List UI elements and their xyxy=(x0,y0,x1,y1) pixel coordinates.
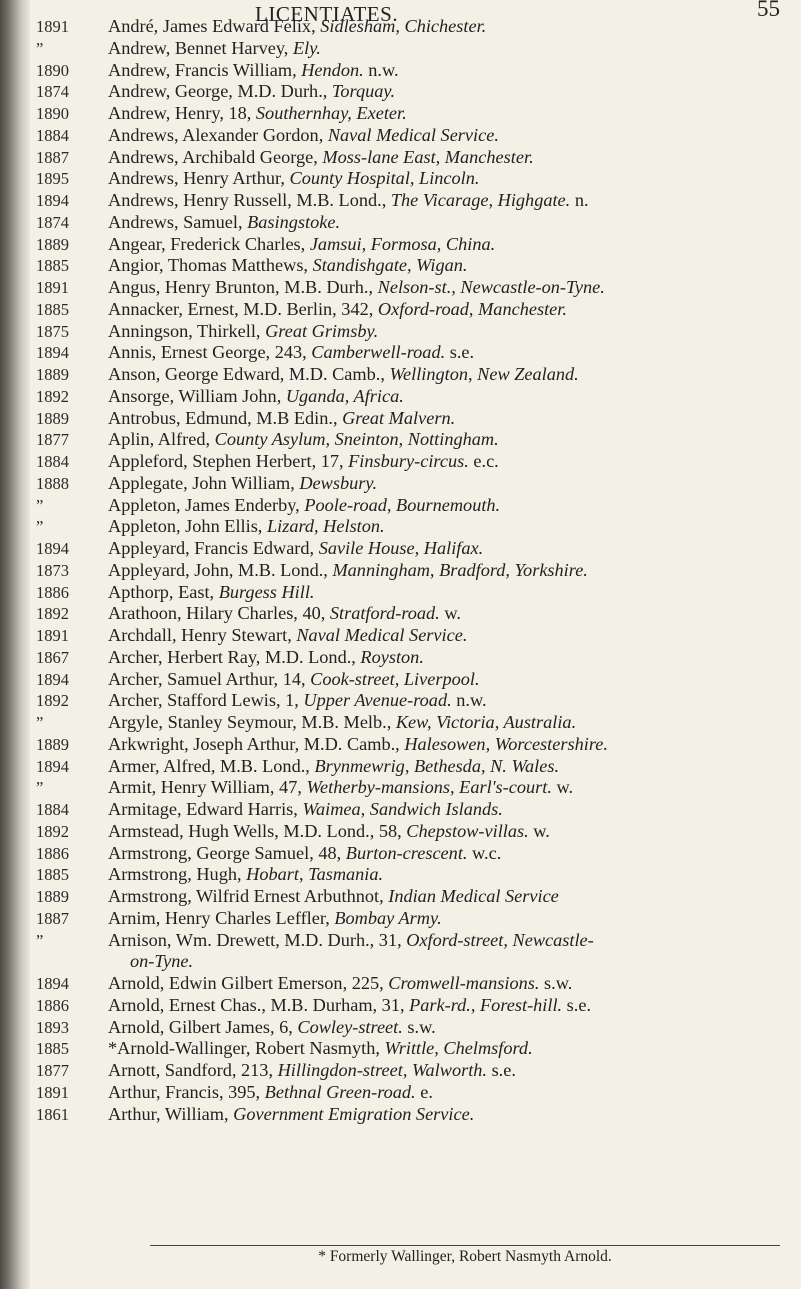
registration-year: 1867 xyxy=(36,647,69,667)
entry-name: Arkwright, Joseph Arthur, M.D. Camb., xyxy=(108,733,405,754)
registration-year: 1885 xyxy=(36,256,69,276)
licentiate-entry xyxy=(108,60,788,82)
entry-address: Nelson-st., Newcastle-on-Tyne. xyxy=(377,277,605,297)
licentiate-entry xyxy=(108,16,788,38)
licentiate-entry xyxy=(108,560,788,582)
licentiate-entry xyxy=(108,951,788,973)
entry-address: Bombay Army. xyxy=(334,907,442,928)
entry-address: Cromwell-mansions. xyxy=(388,973,540,993)
entry-district: w. xyxy=(528,820,550,841)
entry-name: Anningson, Thirkell, xyxy=(108,320,266,341)
licentiate-entry xyxy=(108,473,788,495)
entry-name: Andrews, Samuel, xyxy=(108,211,248,232)
entry-name: Andrew, Francis William, xyxy=(108,59,302,80)
registration-year: ” xyxy=(36,517,44,537)
licentiate-list xyxy=(108,16,788,1125)
entry-name: Armstead, Hugh Wells, M.D. Lond., 58, xyxy=(108,820,407,841)
entry-name: Arnold, Edwin Gilbert Emerson, 225, xyxy=(108,973,389,993)
registration-year: 1861 xyxy=(36,1104,69,1124)
registration-year: 1887 xyxy=(36,908,69,928)
entry-name: Armer, Alfred, M.B. Lond., xyxy=(108,755,315,776)
entry-name: Annis, Ernest George, 243, xyxy=(108,342,312,363)
registration-year: 1892 xyxy=(36,386,69,406)
licentiate-entry xyxy=(108,799,788,821)
entry-name: Andrews, Henry Arthur, xyxy=(108,168,290,189)
registration-year: 1894 xyxy=(36,539,69,558)
entry-address: Ely. xyxy=(292,37,321,58)
entry-address: Basingstoke. xyxy=(247,211,341,232)
entry-district: w.c. xyxy=(467,842,502,863)
registration-year: 1888 xyxy=(36,473,69,493)
entry-name: Armstrong, Hugh, xyxy=(108,864,247,885)
entry-address: Sidlesham, Chichester. xyxy=(320,16,487,36)
entry-address: Hobart, Tasmania. xyxy=(246,864,384,885)
entry-address: Southernhay, Exeter. xyxy=(255,103,407,123)
licentiate-entry xyxy=(108,538,788,560)
registration-year: 1877 xyxy=(36,430,69,450)
entry-name: Arnott, Sandford, 213, xyxy=(108,1060,278,1080)
licentiate-entry xyxy=(108,1082,788,1104)
licentiate-entry xyxy=(108,299,788,321)
entry-address: Moss-lane East, Manchester. xyxy=(322,146,534,167)
entry-address: Indian Medical Service xyxy=(388,886,559,906)
entry-name: Angear, Frederick Charles, xyxy=(108,233,310,254)
entry-address: Torquay. xyxy=(331,81,396,102)
entry-district: s.e. xyxy=(445,342,475,363)
registration-year: 1891 xyxy=(36,17,69,36)
registration-year: 1894 xyxy=(36,191,69,210)
licentiate-entry xyxy=(108,712,788,734)
entry-address: Cowley-street. xyxy=(297,1016,403,1037)
registration-year: 1889 xyxy=(36,887,69,906)
registration-year: 1874 xyxy=(36,212,69,232)
page-number: 55 xyxy=(757,0,780,21)
licentiate-entry xyxy=(108,364,788,386)
entry-name: Andrew, Henry, 18, xyxy=(108,103,256,123)
licentiate-entry xyxy=(108,973,788,995)
entry-address: Writtle, Chelmsford. xyxy=(384,1038,533,1059)
licentiate-entry xyxy=(108,908,788,930)
entry-name: Annacker, Ernest, M.D. Berlin, 342, xyxy=(108,298,378,319)
entry-name: Angus, Henry Brunton, M.B. Durh., xyxy=(108,277,378,297)
registration-year: 1891 xyxy=(36,626,69,645)
licentiate-entry xyxy=(108,690,788,712)
entry-name: Arnold, Ernest Chas., M.B. Durham, 31, xyxy=(108,994,410,1015)
entry-district: w. xyxy=(439,603,461,624)
entry-district: n. xyxy=(570,190,589,210)
entry-address: Uganda, Africa. xyxy=(285,385,404,406)
entry-name: Armitage, Edward Harris, xyxy=(108,799,303,819)
entry-address: Jamsui, Formosa, China. xyxy=(309,233,496,254)
licentiate-entry xyxy=(108,647,788,669)
registration-year: 1889 xyxy=(36,365,69,384)
licentiate-entry xyxy=(108,451,788,473)
registration-year: 1889 xyxy=(36,408,69,428)
entry-name: Appleyard, Francis Edward, xyxy=(108,538,319,558)
entry-address: Great Malvern. xyxy=(342,407,456,428)
entry-name: Angior, Thomas Matthews, xyxy=(108,255,313,276)
registration-year: 1886 xyxy=(36,582,69,602)
entry-name: Andrews, Archibald George, xyxy=(108,146,323,167)
licentiate-entry xyxy=(108,386,788,408)
entry-district: n.w. xyxy=(451,690,487,711)
entry-district: s.w. xyxy=(539,973,573,993)
entry-name: Applegate, John William, xyxy=(108,472,300,493)
licentiate-entry xyxy=(108,886,788,908)
entry-name: Arthur, Francis, 395, xyxy=(108,1081,265,1102)
licentiate-entry xyxy=(108,669,788,691)
entry-address: Oxford-road, Manchester. xyxy=(377,298,567,319)
entry-address: Chepstow-villas. xyxy=(406,820,529,841)
licentiate-entry xyxy=(108,429,788,451)
entry-address: Savile House, Halifax. xyxy=(318,538,484,558)
registration-year: 1895 xyxy=(36,169,69,189)
entry-name: Arnim, Henry Charles Leffler, xyxy=(108,907,335,928)
licentiate-entry xyxy=(108,777,788,799)
licentiate-entry xyxy=(108,38,788,60)
registration-year: 1893 xyxy=(36,1017,69,1037)
licentiate-entry xyxy=(108,843,788,865)
entry-address: Hendon. xyxy=(301,59,364,80)
entry-name: Argyle, Stanley Seymour, M.B. Melb., xyxy=(108,712,396,732)
entry-address: Kew, Victoria, Australia. xyxy=(395,712,577,732)
licentiate-entry xyxy=(108,234,788,256)
entry-address: County Asylum, Sneinton, Nottingham. xyxy=(214,429,499,450)
entry-address: Oxford-street, Newcastle- xyxy=(406,929,594,950)
registration-year: 1892 xyxy=(36,821,69,841)
licentiate-entry xyxy=(108,625,788,647)
entry-district: e. xyxy=(415,1081,433,1102)
registration-year: 1890 xyxy=(36,60,69,80)
licentiate-entry xyxy=(108,321,788,343)
registration-year: 1885 xyxy=(36,865,69,885)
entry-name: Andrews, Alexander Gordon, xyxy=(108,124,328,145)
entry-district: w. xyxy=(551,777,574,798)
entry-district: s.w. xyxy=(402,1016,436,1037)
entry-name: Aplin, Alfred, xyxy=(108,429,215,450)
entry-name: Arnold, Gilbert James, 6, xyxy=(108,1016,298,1037)
registration-year: 1884 xyxy=(36,800,69,819)
entry-name: Armit, Henry William, 47, xyxy=(108,777,307,798)
footnote: * Formerly Wallinger, Robert Nasmyth Arnold. xyxy=(318,1248,612,1265)
entry-address: Government Emigration Service. xyxy=(233,1103,475,1124)
licentiate-entry xyxy=(108,408,788,430)
registration-year: 1886 xyxy=(36,995,69,1015)
registration-year: 1884 xyxy=(36,452,69,471)
registration-year: ” xyxy=(36,495,44,515)
registration-year: ” xyxy=(36,778,44,798)
entry-district: s.e. xyxy=(487,1060,516,1080)
entry-address: on-Tyne. xyxy=(130,951,194,972)
entry-name: Ansorge, William John, xyxy=(108,385,286,406)
entry-address: Upper Avenue-road. xyxy=(303,690,452,711)
licentiate-entry xyxy=(108,995,788,1017)
entry-address: Hillingdon-street, Walworth. xyxy=(277,1060,487,1080)
licentiate-entry xyxy=(108,1017,788,1039)
registration-year: 1889 xyxy=(36,234,69,254)
entry-address: Waimea, Sandwich Islands. xyxy=(302,799,503,819)
licentiate-entry xyxy=(108,864,788,886)
registration-year: 1874 xyxy=(36,82,69,102)
entry-address: The Vicarage, Highgate. xyxy=(390,190,571,210)
registration-year: 1892 xyxy=(36,604,69,624)
entry-name: Appleford, Stephen Herbert, 17, xyxy=(108,451,349,471)
registration-year: 1886 xyxy=(36,843,69,863)
licentiate-entry xyxy=(108,1060,788,1082)
entry-address: Camberwell-road. xyxy=(311,342,446,363)
registration-year: 1892 xyxy=(36,691,69,711)
licentiate-entry xyxy=(108,103,788,125)
registration-year: 1894 xyxy=(36,756,69,776)
entry-name: Appleton, James Enderby, xyxy=(108,494,305,515)
entry-name: André, James Edward Felix, xyxy=(108,16,321,36)
licentiate-entry xyxy=(108,125,788,147)
entry-name: *Arnold-Wallinger, Robert Nasmyth, xyxy=(108,1038,385,1059)
entry-name: Arthur, William, xyxy=(108,1103,234,1124)
licentiate-entry xyxy=(108,212,788,234)
licentiate-entry xyxy=(108,821,788,843)
licentiate-entry xyxy=(108,734,788,756)
entry-address: Wetherby-mansions, Earl's-court. xyxy=(306,777,552,798)
registration-year: 1890 xyxy=(36,104,69,123)
entry-address: Brynmewrig, Bethesda, N. Wales. xyxy=(314,755,560,776)
registration-year: 1873 xyxy=(36,560,69,580)
entry-address: Poole-road, Bournemouth. xyxy=(304,494,501,515)
registration-year: ” xyxy=(36,38,44,58)
registration-year: 1891 xyxy=(36,278,69,297)
licentiate-entry xyxy=(108,277,788,299)
entry-address: Manningham, Bradford, Yorkshire. xyxy=(332,559,588,580)
registration-year: ” xyxy=(36,930,44,950)
entry-address: Naval Medical Service. xyxy=(296,625,468,645)
licentiate-entry xyxy=(108,1104,788,1126)
licentiate-entry xyxy=(108,1038,788,1060)
registration-year: 1891 xyxy=(36,1082,69,1102)
licentiate-entry xyxy=(108,255,788,277)
registration-year: 1889 xyxy=(36,734,69,754)
entry-address: Naval Medical Service. xyxy=(327,124,499,145)
entry-name: Armstrong, Wilfrid Ernest Arbuthnot, xyxy=(108,886,389,906)
entry-name: Armstrong, George Samuel, 48, xyxy=(108,842,346,863)
entry-address: Dewsbury. xyxy=(299,472,378,493)
entry-address: Lizard, Helston. xyxy=(266,516,385,537)
entry-name: Andrew, Bennet Harvey, xyxy=(108,37,293,58)
entry-address: Park-rd., Forest-hill. xyxy=(409,994,563,1015)
registration-year: 1875 xyxy=(36,321,69,341)
entry-name: Arnison, Wm. Drewett, M.D. Durh., 31, xyxy=(108,929,407,950)
licentiate-entry xyxy=(108,516,788,538)
entry-district: e.c. xyxy=(468,451,499,471)
licentiate-entry xyxy=(108,147,788,169)
registration-year: 1884 xyxy=(36,125,69,145)
entry-address: Burton-crescent. xyxy=(345,842,468,863)
licentiate-entry xyxy=(108,190,788,212)
registration-year: 1877 xyxy=(36,1061,69,1080)
licentiate-entry xyxy=(108,495,788,517)
licentiate-entry xyxy=(108,342,788,364)
entry-address: Royston. xyxy=(360,646,424,667)
entry-address: Finsbury-circus. xyxy=(348,451,469,471)
entry-district: s.e. xyxy=(562,994,592,1015)
entry-address: Standishgate, Wigan. xyxy=(312,255,468,276)
footnote-rule xyxy=(150,1245,780,1246)
entry-name: Archer, Herbert Ray, M.D. Lond., xyxy=(108,646,361,667)
licentiate-entry xyxy=(108,930,788,952)
entry-address: Great Grimsby. xyxy=(265,320,379,341)
entry-address: Wellington, New Zealand. xyxy=(389,364,579,384)
registration-year: 1885 xyxy=(36,1039,69,1059)
registration-year: 1894 xyxy=(36,343,69,363)
entry-address: Burgess Hill. xyxy=(218,581,315,602)
registration-year: 1887 xyxy=(36,147,69,167)
entry-name: Apthorp, East, xyxy=(108,581,219,602)
licentiate-entry xyxy=(108,81,788,103)
entry-name: Archer, Samuel Arthur, 14, xyxy=(108,668,311,689)
licentiate-entry xyxy=(108,582,788,604)
year-column xyxy=(36,16,96,1125)
registration-year: 1894 xyxy=(36,669,69,689)
licentiate-entry xyxy=(108,603,788,625)
licentiate-entry xyxy=(108,168,788,190)
entry-address: County Hospital, Lincoln. xyxy=(289,168,480,189)
entry-address: Cook-street, Liverpool. xyxy=(310,668,480,689)
entry-name: Andrew, George, M.D. Durh., xyxy=(108,81,332,102)
registration-year xyxy=(36,951,96,973)
binding-gutter xyxy=(0,0,30,1289)
entry-name: Appleton, John Ellis, xyxy=(108,516,267,537)
entry-name: Appleyard, John, M.B. Lond., xyxy=(108,559,333,580)
entry-address: Stratford-road. xyxy=(329,603,440,624)
registration-year: ” xyxy=(36,713,44,732)
entry-address: Halesowen, Worcestershire. xyxy=(404,733,608,754)
entry-name: Archdall, Henry Stewart, xyxy=(108,625,297,645)
licentiate-entry xyxy=(108,756,788,778)
entry-name: Anson, George Edward, M.D. Camb., xyxy=(108,364,390,384)
entry-name: Archer, Stafford Lewis, 1, xyxy=(108,690,304,711)
running-title: LICENTIATES. xyxy=(255,2,399,26)
entry-district: n.w. xyxy=(363,59,399,80)
entry-name: Antrobus, Edmund, M.B Edin., xyxy=(108,407,343,428)
entry-name: Andrews, Henry Russell, M.B. Lond., xyxy=(108,190,391,210)
entry-name: Arathoon, Hilary Charles, 40, xyxy=(108,603,330,624)
registration-year: 1894 xyxy=(36,974,69,993)
registration-year: 1885 xyxy=(36,299,69,319)
entry-address: Bethnal Green-road. xyxy=(264,1081,416,1102)
